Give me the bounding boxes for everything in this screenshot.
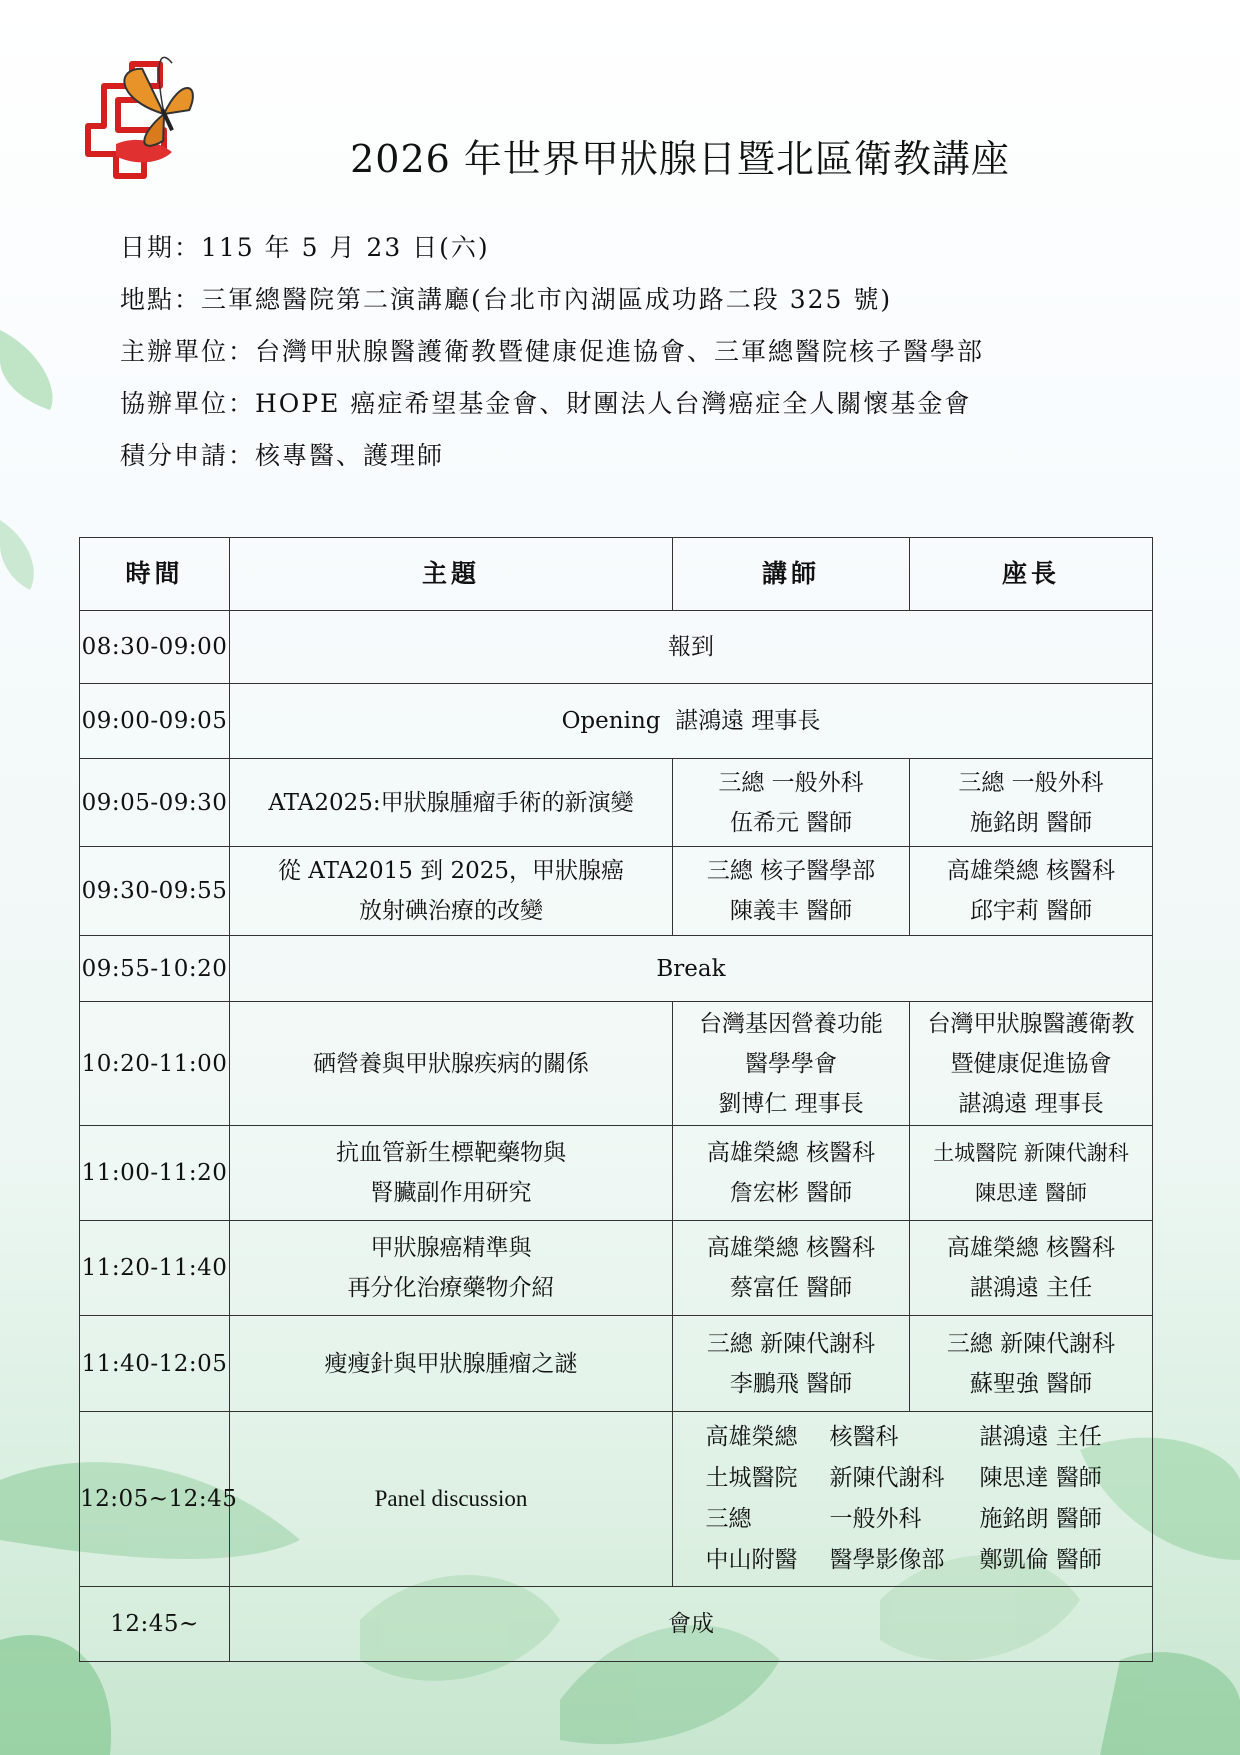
chair-cell xyxy=(910,1126,1153,1221)
span-cell: Break xyxy=(230,936,1153,1002)
speaker-cell xyxy=(673,1002,910,1126)
chair-line: 邱宇莉 醫師 xyxy=(969,898,1093,924)
time-cell: 08:30-09:00 xyxy=(80,611,230,684)
time-cell: 10:20-11:00 xyxy=(80,1002,230,1126)
topic-line: 甲狀腺癌精準與 xyxy=(370,1235,532,1261)
panel-department: 醫學影像部 xyxy=(829,1547,945,1573)
speaker-line: 伍希元 醫師 xyxy=(729,809,853,836)
chair-cell xyxy=(910,1002,1153,1126)
table-row xyxy=(80,684,1153,759)
table-row xyxy=(80,759,1153,847)
table-row xyxy=(80,1002,1153,1126)
topic-line: 放射碘治療的改變 xyxy=(359,898,543,924)
chair-cell xyxy=(910,1316,1153,1412)
chair-cell xyxy=(910,759,1153,847)
topic-cell xyxy=(230,847,673,936)
panel-hospital: 高雄榮總 xyxy=(705,1424,798,1450)
time-cell: 12:45~ xyxy=(80,1587,230,1662)
panel-member: 施銘朗 醫師 xyxy=(979,1506,1102,1532)
event-info xyxy=(120,222,984,482)
speaker-line: 詹宏彬 醫師 xyxy=(729,1180,853,1206)
speaker-line: 三總 新陳代謝科 xyxy=(706,1330,876,1357)
panel-member: 陳思達 醫師 xyxy=(979,1465,1102,1491)
info-location: 地點：三軍總醫院第二演講廳(台北市內湖區成功路二段 325 號) xyxy=(120,285,893,314)
span-cell: 報到 xyxy=(230,611,1153,684)
info-co-organizer: 協辦單位：HOPE 癌症希望基金會、財團法人台灣癌症全人關懷基金會 xyxy=(120,389,972,418)
info-organizer: 主辦單位：台灣甲狀腺醫護衛教暨健康促進協會、三軍總醫院核子醫學部 xyxy=(120,337,985,366)
time-cell: 11:20-11:40 xyxy=(80,1221,230,1316)
chair-line: 三總 一般外科 xyxy=(958,769,1104,796)
speaker-line: 醫學學會 xyxy=(745,1050,837,1077)
table-row xyxy=(80,611,1153,684)
speaker-line: 劉博仁 理事長 xyxy=(718,1090,864,1117)
span-cell: Opening 諶鴻遠 理事長 xyxy=(230,684,1153,759)
info-credits: 積分申請：核專醫、護理師 xyxy=(120,441,445,470)
span-cell: 會成 xyxy=(230,1587,1153,1662)
speaker-line: 台灣基因營養功能 xyxy=(699,1010,883,1037)
chair-cell xyxy=(910,847,1153,936)
speaker-cell xyxy=(673,1126,910,1221)
topic-cell: Panel discussion xyxy=(230,1412,673,1587)
panel-member: 鄭凱倫 醫師 xyxy=(979,1547,1102,1573)
time-cell: 09:05-09:30 xyxy=(80,759,230,847)
header-speaker: 講師 xyxy=(673,538,910,611)
chair-line: 高雄榮總 核醫科 xyxy=(946,858,1116,884)
speaker-line: 三總 一般外科 xyxy=(718,769,864,796)
header-time: 時間 xyxy=(80,538,230,611)
topic-cell xyxy=(230,1002,673,1126)
agenda-table xyxy=(79,537,1153,1662)
topic-cell xyxy=(230,1126,673,1221)
chair-line: 蘇聖強 醫師 xyxy=(969,1370,1093,1397)
chair-line: 三總 新陳代謝科 xyxy=(946,1330,1116,1357)
chair-line: 諶鴻遠 理事長 xyxy=(958,1090,1104,1117)
table-row xyxy=(80,1126,1153,1221)
topic-line: 腎臟副作用研究 xyxy=(370,1180,532,1206)
panel-department: 一般外科 xyxy=(829,1506,922,1532)
time-cell: 09:00-09:05 xyxy=(80,684,230,759)
panel-row xyxy=(80,1412,1153,1587)
topic-line: ATA2025:甲狀腺腫瘤手術的新演變 xyxy=(268,789,634,816)
panel-members xyxy=(673,1417,1152,1581)
chair-line: 陳思達 醫師 xyxy=(975,1181,1087,1205)
page-title: 2026 年世界甲狀腺日暨北區衛教講座 xyxy=(350,137,1010,181)
chair-line: 諶鴻遠 主任 xyxy=(969,1275,1093,1301)
table-row xyxy=(80,936,1153,1002)
speaker-line: 高雄榮總 核醫科 xyxy=(706,1140,876,1166)
chair-line: 土城醫院 新陳代謝科 xyxy=(933,1141,1129,1165)
topic-line: 瘦瘦針與甲狀腺腫瘤之謎 xyxy=(324,1350,578,1377)
topic-line: 從 ATA2015 到 2025，甲狀腺癌 xyxy=(277,858,625,884)
topic-line: 抗血管新生標靶藥物與 xyxy=(336,1140,566,1166)
panel-hospital: 中山附醫 xyxy=(705,1547,798,1573)
speaker-cell xyxy=(673,1221,910,1316)
chair-line: 暨健康促進協會 xyxy=(950,1050,1112,1077)
speaker-line: 李鵬飛 醫師 xyxy=(729,1370,853,1397)
time-cell: 09:55-10:20 xyxy=(80,936,230,1002)
speaker-cell xyxy=(673,759,910,847)
header-chair: 座長 xyxy=(910,538,1153,611)
panel-members-cell xyxy=(673,1412,1153,1587)
topic-cell xyxy=(230,1316,673,1412)
table-header-row xyxy=(80,538,1153,611)
speaker-line: 高雄榮總 核醫科 xyxy=(706,1235,876,1261)
speaker-line: 三總 核子醫學部 xyxy=(706,858,876,884)
info-date: 日期：115 年 5 月 23 日(六) xyxy=(120,233,490,262)
time-cell: 11:40-12:05 xyxy=(80,1316,230,1412)
panel-department: 新陳代謝科 xyxy=(829,1465,945,1491)
panel-department: 核醫科 xyxy=(829,1424,899,1450)
topic-cell xyxy=(230,1221,673,1316)
topic-line: 再分化治療藥物介紹 xyxy=(347,1275,555,1301)
panel-hospital: 三總 xyxy=(705,1506,752,1532)
speaker-line: 蔡富任 醫師 xyxy=(729,1275,853,1301)
header-topic: 主題 xyxy=(230,538,673,611)
chair-line: 高雄榮總 核醫科 xyxy=(946,1235,1116,1261)
chair-line: 台灣甲狀腺醫護衛教 xyxy=(927,1010,1135,1037)
time-cell: 09:30-09:55 xyxy=(80,847,230,936)
table-row xyxy=(80,847,1153,936)
table-row xyxy=(80,1316,1153,1412)
time-cell: 11:00-11:20 xyxy=(80,1126,230,1221)
speaker-cell xyxy=(673,847,910,936)
panel-member: 諶鴻遠 主任 xyxy=(979,1424,1102,1450)
topic-line: 硒營養與甲狀腺疾病的關係 xyxy=(313,1050,589,1077)
table-row xyxy=(80,1221,1153,1316)
time-cell: 12:05~12:45 xyxy=(80,1412,230,1587)
panel-hospital: 土城醫院 xyxy=(705,1465,798,1491)
speaker-cell xyxy=(673,1316,910,1412)
table-row xyxy=(80,1587,1153,1662)
topic-cell xyxy=(230,759,673,847)
chair-line: 施銘朗 醫師 xyxy=(969,809,1093,836)
speaker-line: 陳義丰 醫師 xyxy=(729,898,853,924)
chair-cell xyxy=(910,1221,1153,1316)
